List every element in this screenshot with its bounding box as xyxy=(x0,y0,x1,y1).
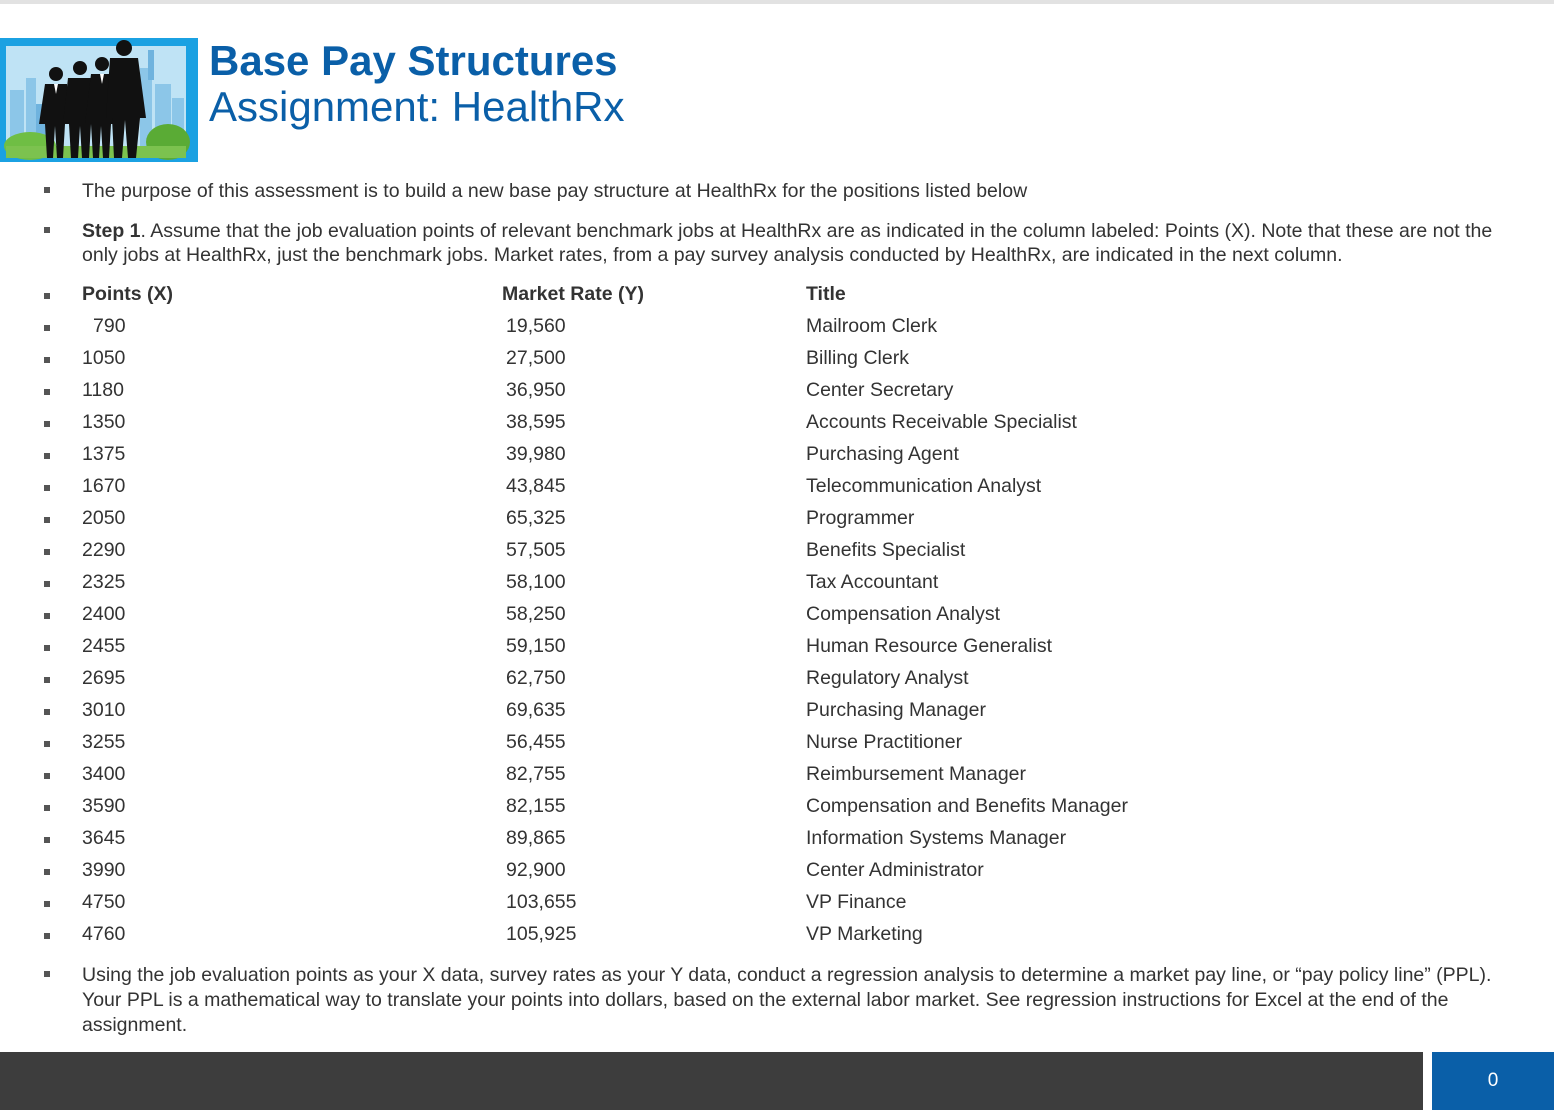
cell-market-rate: 92,900 xyxy=(506,859,566,881)
cell-points: 4750 xyxy=(82,891,126,913)
bullet-icon xyxy=(44,517,50,523)
cell-points: 3990 xyxy=(82,859,126,881)
cell-title: Regulatory Analyst xyxy=(806,667,969,689)
bullet-icon xyxy=(44,389,50,395)
cell-points: 1180 xyxy=(82,379,124,401)
cell-market-rate: 59,150 xyxy=(506,635,566,657)
table-row xyxy=(0,379,1554,411)
cell-market-rate: 19,560 xyxy=(506,315,566,337)
cell-market-rate: 27,500 xyxy=(506,347,566,369)
title-line-2: Assignment: HealthRx xyxy=(209,83,625,130)
cell-title: Nurse Practitioner xyxy=(806,731,963,753)
bullet-icon xyxy=(44,549,50,555)
bullet-icon xyxy=(44,485,50,491)
cell-points: 2325 xyxy=(82,571,126,593)
regression-note: Using the job evaluation points as your X data, survey rates as your Y data, conduct a regression analysis to determine a market pay line, or “pay policy line” (PPL). Your PPL is a mathematical way to translate your points into dollars, based on the external labor market. See regression instructions for Excel at the end of the assignment. xyxy=(82,964,1492,1036)
bullet-icon xyxy=(44,677,50,683)
cell-market-rate: 57,505 xyxy=(506,539,566,561)
table-row xyxy=(0,859,1554,891)
cell-market-rate: 58,250 xyxy=(506,603,566,625)
cell-market-rate: 65,325 xyxy=(506,507,566,529)
bullet-icon xyxy=(44,421,50,427)
step1-label: Step 1 xyxy=(82,220,141,242)
cell-title: Information Systems Manager xyxy=(806,827,1067,849)
cell-title: VP Finance xyxy=(806,891,907,913)
cell-title: Mailroom Clerk xyxy=(806,315,938,337)
table-row xyxy=(0,571,1554,603)
cell-market-rate: 103,655 xyxy=(506,891,577,913)
bullet-icon xyxy=(44,357,50,363)
cell-points: 1350 xyxy=(82,411,126,433)
table-row xyxy=(0,347,1554,379)
table-row xyxy=(0,475,1554,507)
cell-market-rate: 105,925 xyxy=(506,923,577,945)
cell-title: Center Administrator xyxy=(806,859,984,881)
page-number: 0 xyxy=(1432,1052,1554,1110)
step1-paragraph xyxy=(82,219,1512,267)
bullet-icon xyxy=(44,709,50,715)
cell-points: 1050 xyxy=(82,347,126,369)
bullet-icon xyxy=(44,645,50,651)
cell-points: 790 xyxy=(93,315,126,337)
cell-title: Compensation and Benefits Manager xyxy=(806,795,1128,817)
cell-points: 3590 xyxy=(82,795,126,817)
table-row xyxy=(0,539,1554,571)
cell-points: 3010 xyxy=(82,699,126,721)
table-row xyxy=(0,443,1554,475)
bullet-icon xyxy=(44,869,50,875)
cell-market-rate: 62,750 xyxy=(506,667,566,689)
bullet-icon xyxy=(44,837,50,843)
footer-bar xyxy=(0,1052,1423,1110)
cell-title: Billing Clerk xyxy=(806,347,909,369)
step1-text: . Assume that the job evaluation points of relevant benchmark jobs at HealthRx are as indicated in the column labeled: Points (X). Note that these are not the only jobs at HealthRx, just the benchmark jobs. Market rates, from a pay survey analysis conducted by HealthRx, are indicated in the next column. xyxy=(82,220,1493,266)
table-row xyxy=(0,667,1554,699)
cell-market-rate: 58,100 xyxy=(506,571,566,593)
table-row xyxy=(0,635,1554,667)
cell-title: Accounts Receivable Specialist xyxy=(806,411,1077,433)
cell-points: 1670 xyxy=(82,475,126,497)
cell-market-rate: 36,950 xyxy=(506,379,566,401)
cell-points: 2695 xyxy=(82,667,126,689)
cell-title: Programmer xyxy=(806,507,915,529)
table-row xyxy=(0,731,1554,763)
cell-points: 3400 xyxy=(82,763,126,785)
bullet-icon xyxy=(44,581,50,587)
table-row xyxy=(0,827,1554,859)
table-row xyxy=(0,763,1554,795)
cell-points: 3645 xyxy=(82,827,126,849)
cell-title: Purchasing Agent xyxy=(806,443,959,465)
header-market-rate: Market Rate (Y) xyxy=(502,283,644,305)
intro-text: The purpose of this assessment is to build a new base pay structure at HealthRx for the positions listed below xyxy=(82,180,1028,202)
cell-points: 2290 xyxy=(82,539,126,561)
bullet-icon xyxy=(44,187,50,193)
title-line-1: Base Pay Structures xyxy=(209,37,618,84)
business-people-logo xyxy=(0,38,198,162)
table-row xyxy=(0,891,1554,923)
cell-points: 1375 xyxy=(82,443,126,465)
cell-points: 3255 xyxy=(82,731,126,753)
bullet-icon xyxy=(44,325,50,331)
bullet-icon xyxy=(44,227,50,233)
cell-points: 2455 xyxy=(82,635,126,657)
cell-title: Human Resource Generalist xyxy=(806,635,1053,657)
cell-market-rate: 38,595 xyxy=(506,411,566,433)
cell-title: Compensation Analyst xyxy=(806,603,1001,625)
cell-title: Benefits Specialist xyxy=(806,539,966,561)
bullet-icon xyxy=(44,805,50,811)
table-header xyxy=(0,283,1554,315)
cell-market-rate: 43,845 xyxy=(506,475,566,497)
bullet-icon xyxy=(44,901,50,907)
header-title: Title xyxy=(806,283,846,305)
bullet-icon xyxy=(44,293,50,299)
table-row xyxy=(0,923,1554,955)
cell-title: Telecommunication Analyst xyxy=(806,475,1042,497)
bullet-icon xyxy=(44,613,50,619)
page-title xyxy=(209,37,625,130)
bullet-icon xyxy=(44,773,50,779)
bullet-icon xyxy=(44,933,50,939)
table-row xyxy=(0,507,1554,539)
cell-title: Tax Accountant xyxy=(806,571,939,593)
header-points: Points (X) xyxy=(82,283,173,305)
cell-market-rate: 56,455 xyxy=(506,731,566,753)
cell-market-rate: 39,980 xyxy=(506,443,566,465)
cell-title: Reimbursement Manager xyxy=(806,763,1027,785)
table-row xyxy=(0,795,1554,827)
bullet-icon xyxy=(44,453,50,459)
cell-market-rate: 82,155 xyxy=(506,795,566,817)
cell-title: Purchasing Manager xyxy=(806,699,986,721)
cell-market-rate: 89,865 xyxy=(506,827,566,849)
cell-points: 2400 xyxy=(82,603,126,625)
cell-market-rate: 82,755 xyxy=(506,763,566,785)
table-row xyxy=(0,603,1554,635)
cell-points: 4760 xyxy=(82,923,126,945)
bullet-icon xyxy=(44,741,50,747)
table-row xyxy=(0,315,1554,347)
cell-market-rate: 69,635 xyxy=(506,699,566,721)
table-row xyxy=(0,699,1554,731)
cell-points: 2050 xyxy=(82,507,126,529)
cell-title: Center Secretary xyxy=(806,379,954,401)
cell-title: VP Marketing xyxy=(806,923,923,945)
table-row xyxy=(0,411,1554,443)
top-rule xyxy=(0,0,1554,4)
bullet-icon xyxy=(44,971,50,977)
